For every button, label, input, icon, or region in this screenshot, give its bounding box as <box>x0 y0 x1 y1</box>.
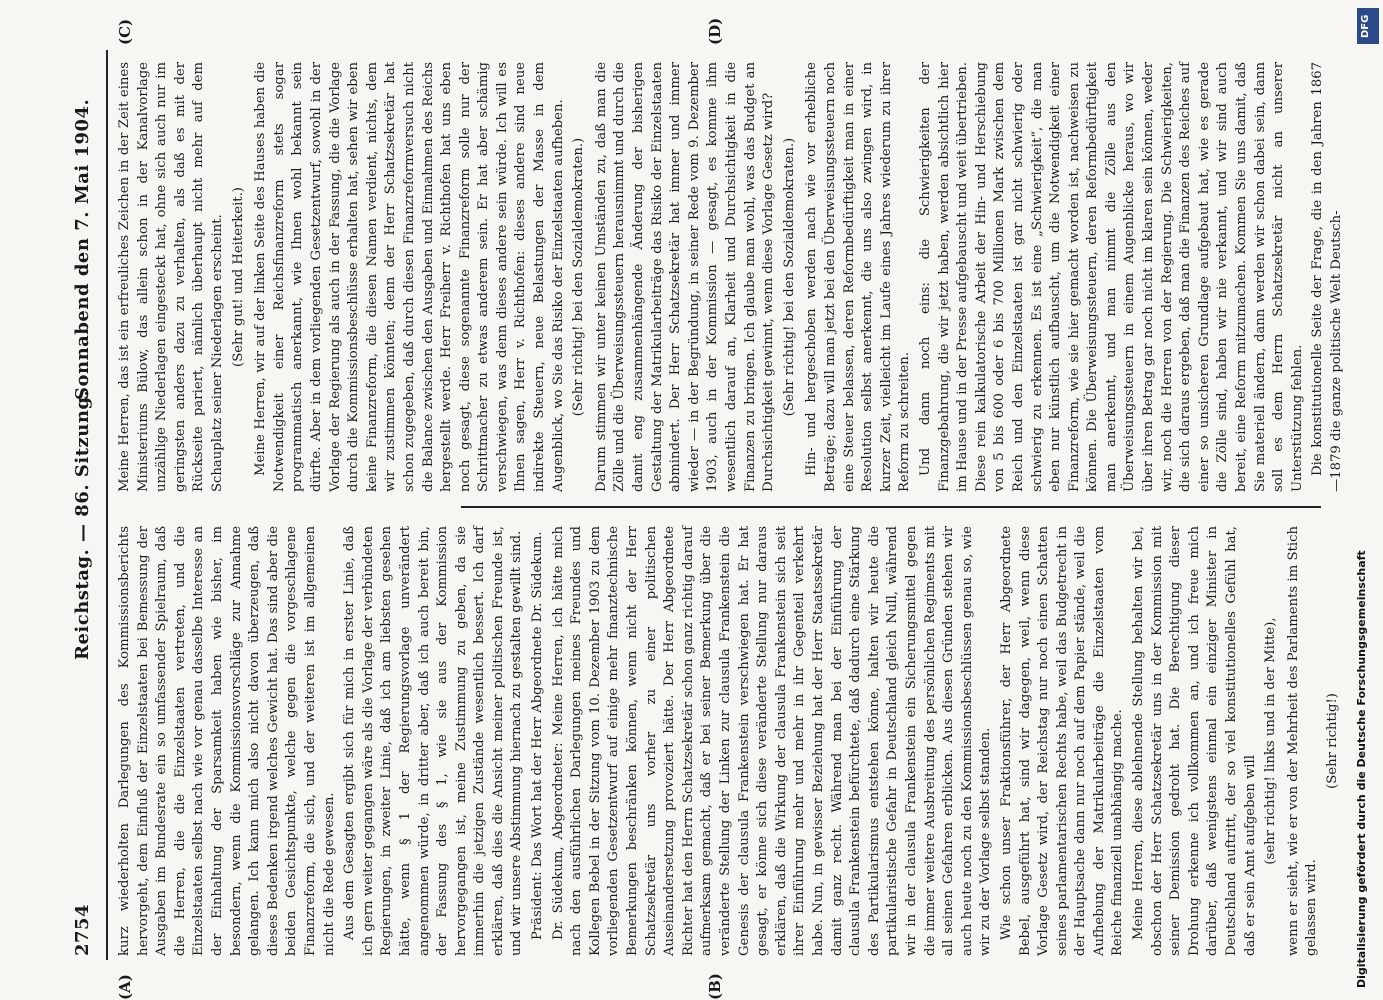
margin-marker-c: (C) <box>116 18 134 45</box>
text-column-right <box>116 62 1349 492</box>
page-header <box>66 50 108 960</box>
paragraph: Aus dem Gesagten ergibt sich für mich in erster Linie, daß ich gern weiter gegangen wäre als die Vorlage der verbündeten Regierungen, in zweiter Linie, daß ich am liebsten gesehen hätte, wenn § 1 der Regierungsvorlage unverändert angenommen würde, in dritter aber, daß ich auch bereit bin, der Fassung des § 1, wie sie aus der Kommission hervorgegangen ist, meine Zustimmung zu geben, da sie immerhin die jetzigen Zustände wesentlich bessert. Ich darf erklären, daß dies die Ansicht meiner politischen Freunde ist, und wir unsere Abstimmung hiernach zu gestalten gewillt sind. <box>342 526 525 956</box>
paragraph: Meine Herren, das ist ein erfreuliches Zeichen in der Zeit eines Ministeriums Bülow, das allein schon in der Kanalvorlage unzählige Niederlagen eingesteckt hat, ohne sich auch nur im geringsten anders dazu zu verhalten, als daß es mit der Rückseite pariert, nämlich überhaupt nicht mehr auf dem Schauplatz seiner Niederlagen erscheint. <box>117 62 225 492</box>
paragraph: wenn er sieht, wie er von der Mehrheit des Parlaments im Stich gelassen wird. <box>1285 526 1320 956</box>
digitization-watermark <box>1335 8 1375 992</box>
paragraph: Die konstitutionelle Seite der Frage, die in den Jahren 1867—1879 die ganze politische Welt Deutsch- <box>1310 62 1344 492</box>
margin-marker-a: (A) <box>116 974 134 1000</box>
text-column-left <box>116 526 1347 956</box>
interjection: (Sehr gut! und Heiterkeit.) <box>230 187 246 367</box>
interjection: (sehr richtig! links und in der Mitte), <box>1263 617 1279 865</box>
paragraph: Meine Herren, wir auf der linken Seite des Hauses haben die Notwendigkeit einer Reichsfinanzreform stets sogar programmatisch anerkannt, wie Ihnen wohl bekannt sein dürfte. Aber in dem vorliegenden Gesetzentwurf, sowohl in der Vorlage der Regierung als auch in der Fassung, die die Vorlage durch die Kommissionsbeschlüsse erhalten hat, sehen wir eben keine Finanzreform, die diesen Namen verdient, nichts, dem wir zustimmen könnten; denn der Herr Schatzsekretär hat schon zugegeben, daß durch diesen Finanzreformversuch nicht die Balance zwischen den Ausgaben und Einnahmen des Reichs hergestellt werde. Herr Freiherr v. Richthofen hat uns eben noch gesagt, diese sogenannte Finanzreform solle nur der Schrittmacher zu etwas anderem sein. Er hat aber schämig verschwiegen, was denn dieses andere sein würde. Ich will es Ihnen sagen, Herr v. Richthofen: dieses andere sind neue indirekte Steuern, neue Belastungen der Masse in dem Augenblick, wo Sie das Risiko der Einzelstaaten aufheben. <box>253 62 566 492</box>
paragraph: kurz wiederholten Darlegungen des Kommissionsberichts hervorgeht, dem Einfluß der Einzelstaaten bei Bemessung der Ausgaben im Bundesrate ein so umfassender Spielraum, daß die Herren, die die Einzelstaaten vertreten, und die Einzelstaaten selbst nach wie vor genau dasselbe Interesse an der Einhaltung der Sparsamkeit haben wie bisher, im besondern, wenn die Kommissionsvorschläge zur Annahme gelangen. Ich kann mich also nicht davon überzeugen, daß dieses Bedenken irgend welches Gewicht hat. Das sind aber die beiden Gesichtspunkte, welche gegen die vorgeschlagene Finanzreform, die sich, und der weiteren ist im allgemeinen nicht die Rede gewesen. <box>117 526 337 956</box>
interjection: (Sehr richtig! bei den Sozialdemokraten.) <box>571 137 587 417</box>
paragraph: Darum stimmen wir unter keinen Umständen zu, daß man die Zölle und die Überweisungssteuern herausnimmt und durch die damit eng zusammenhängende Änderung der bisherigen Gestaltung der Matrikularbeiträge das Risiko der Einzelstaaten abmindert. Der Herr Schatzsekretär hat immer und immer wieder — in der Begründung, in seiner Rede vom 9. Dezember 1903, auch in der Kommission — gesagt, es komme ihm wesentlich darauf an, Klarheit und Durchsichtigkeit in die Finanzen zu bringen. Ich glaube man wohl, was das Budget an Durchsichtigkeit gewinnt, wenn diese Vorlage Gesetz wird? <box>593 62 777 492</box>
session-title: Reichstag. — 86. Sitzung. <box>72 389 93 660</box>
paragraph: Und dann noch eins: die Schwierigkeiten der Finanzgebahrung, die wir jetzt haben, werden absichtlich hier im Hause und in der Presse aufgebauscht und weit übertrieben. Diese rein kalkulatorische Arbeit der Hin- und Herschiebung von 5 bis 600 oder 6 bis 700 Millionen Mark zwischen dem Reich und den Einzelstaaten ist gar nicht schwierig oder schwierig zu erkennen. Es ist eine „Schwierigkeit“, die man eben nur künstlich aufbauscht, um die Notwendigkeit einer Finanzreform, wie sie hier gemacht worden ist, nachweisen zu können. Die Überweisungssteuern, deren Reformbedürftigkeit man anerkennt, und man nimmt die Zölle aus den Überweisungssteuern in einem Augenblicke heraus, wo wir über ihren Betrag gar noch nicht im klaren sein können, weder wir, noch die Herren von der Regierung. Die Schwierigkeiten, die sich daraus ergeben, daß man die Finanzen des Reiches auf einer so unsicheren Grundlage aufgebaut hat, wie es gerade die Zölle sind, haben wir nie verkannt, und wir sind auch bereit, eine Reform mitzumachen. Kommen Sie uns damit, daß Sie materiell ändern, dann werden wir schon dabei sein, dann soll es dem Herrn Schatzsekretär nicht an unserer Unterstützung fehlen. <box>917 62 1305 492</box>
paragraph: Meine Herren, diese ablehnende Stellung behalten wir bei, obschon der Herr Schatzsekretär uns in der Kommission mit seiner Demission gedroht hat. Die Berechtigung dieser Drohung erkenne ich vollkommen an, und ich freue mich darüber, daß wenigstens einmal ein einziger Minister in Deutschland auftritt, der so viel konstitutionelles Gefühl hat, daß er sein Amt aufgeben will <box>1131 526 1258 956</box>
rotated-page-content <box>66 17 1344 1000</box>
paragraph: Hin- und hergeschoben werden nach wie vor erhebliche Beträge; dazu will man jetzt bei den Überweisungssteuern noch eine Steuer belassen, deren Reformbedürftigkeit man in einer Resolution selbst anerkennt, die uns also zwingen wird, in kurzer Zeit, vielleicht im Laufe eines Jahres wiederum zu ihrer Reform zu schreiten. <box>804 62 913 492</box>
margin-marker-b: (B) <box>706 973 724 1000</box>
dfg-logo <box>1357 8 1379 44</box>
session-date: Sonnabend den 7. Mai 1904. <box>72 98 93 400</box>
paragraph: Wie schon unser Fraktionsführer, der Herr Abgeordnete Bebel, ausgeführt hat, sind wir dagegen, weil, wenn diese Vorlage Gesetz wird, der Reichstag nur noch einen Schatten seines parlamentarischen Rechts habe, weil das Budgetrecht in der Hauptsache dann nur noch auf dem Papier stände, weil die Aufhebung der Matrikularbeiträge die Einzelstaaten vom Reiche finanziell unabhängig mache. <box>998 526 1126 956</box>
watermark-text: Digitalisierung gefördert durch die Deutsche Forschungsgemeinschaft <box>1355 550 1368 988</box>
paragraph: Dr. Südekum, Abgeordneter: Meine Herren, ich hätte mich nach den ausführlichen Darlegungen meines Freundes und Kollegen Bebel in der Sitzung vom 10. Dezember 1903 zu dem vorliegenden Gesetzentwurf auf einige mehr finanztechnische Bemerkungen beschränken können, wenn nicht der Herr Schatzsekretär uns vorher zu einer politischen Auseinandersetzung provoziert hätte. Der Herr Abgeordnete Richter hat den Herrn Schatzsekretär schon ganz richtig darauf aufmerksam gemacht, daß er bei seiner Bemerkung über die veränderte Stellung der Linken zur clausula Frankenstein die Genesis der clausula Frankenstein verschwiegen hat. Er hat gesagt, er könne sich diese veränderte Stellung nur daraus erklären, daß die Wirkung der clausula Frankenstein sich seit ihrer Einführung mehr und mehr in ihr Gegenteil verkehrt habe. Nun, in gewisser Beziehung hat der Herr Staatssekretär damit ganz recht. Während man bei der Einführung der clausula Frankenstein befürchtete, daß dadurch eine Stärkung des Partikularismus entstehen könne, halten wir heute die partikularistische Gefahr in Deutschland gleich Null, während wir in der clausula Frankenstein ein Sicherungsmittel gegen die immer weitere Ausbreitung des persönlichen Regiments mit all seinen Gefahren erblicken. Aus diesen Gründen stehen wir auch heute noch zu den Kommissionsbeschlüssen genau so, wie wir zu der Vorlage selbst standen. <box>550 526 994 956</box>
paragraph: Präsident: Das Wort hat der Herr Abgeordnete Dr. Südekum. <box>530 531 546 940</box>
column-divider <box>461 506 1321 508</box>
interjection: (Sehr richtig! bei den Sozialdemokraten.) <box>781 137 797 417</box>
interjection: (Sehr richtig!) <box>1325 693 1340 789</box>
page-number: 2754 <box>72 903 93 956</box>
margin-marker-d: (D) <box>706 17 724 45</box>
dfg-logo-text: DFG <box>1360 14 1371 38</box>
